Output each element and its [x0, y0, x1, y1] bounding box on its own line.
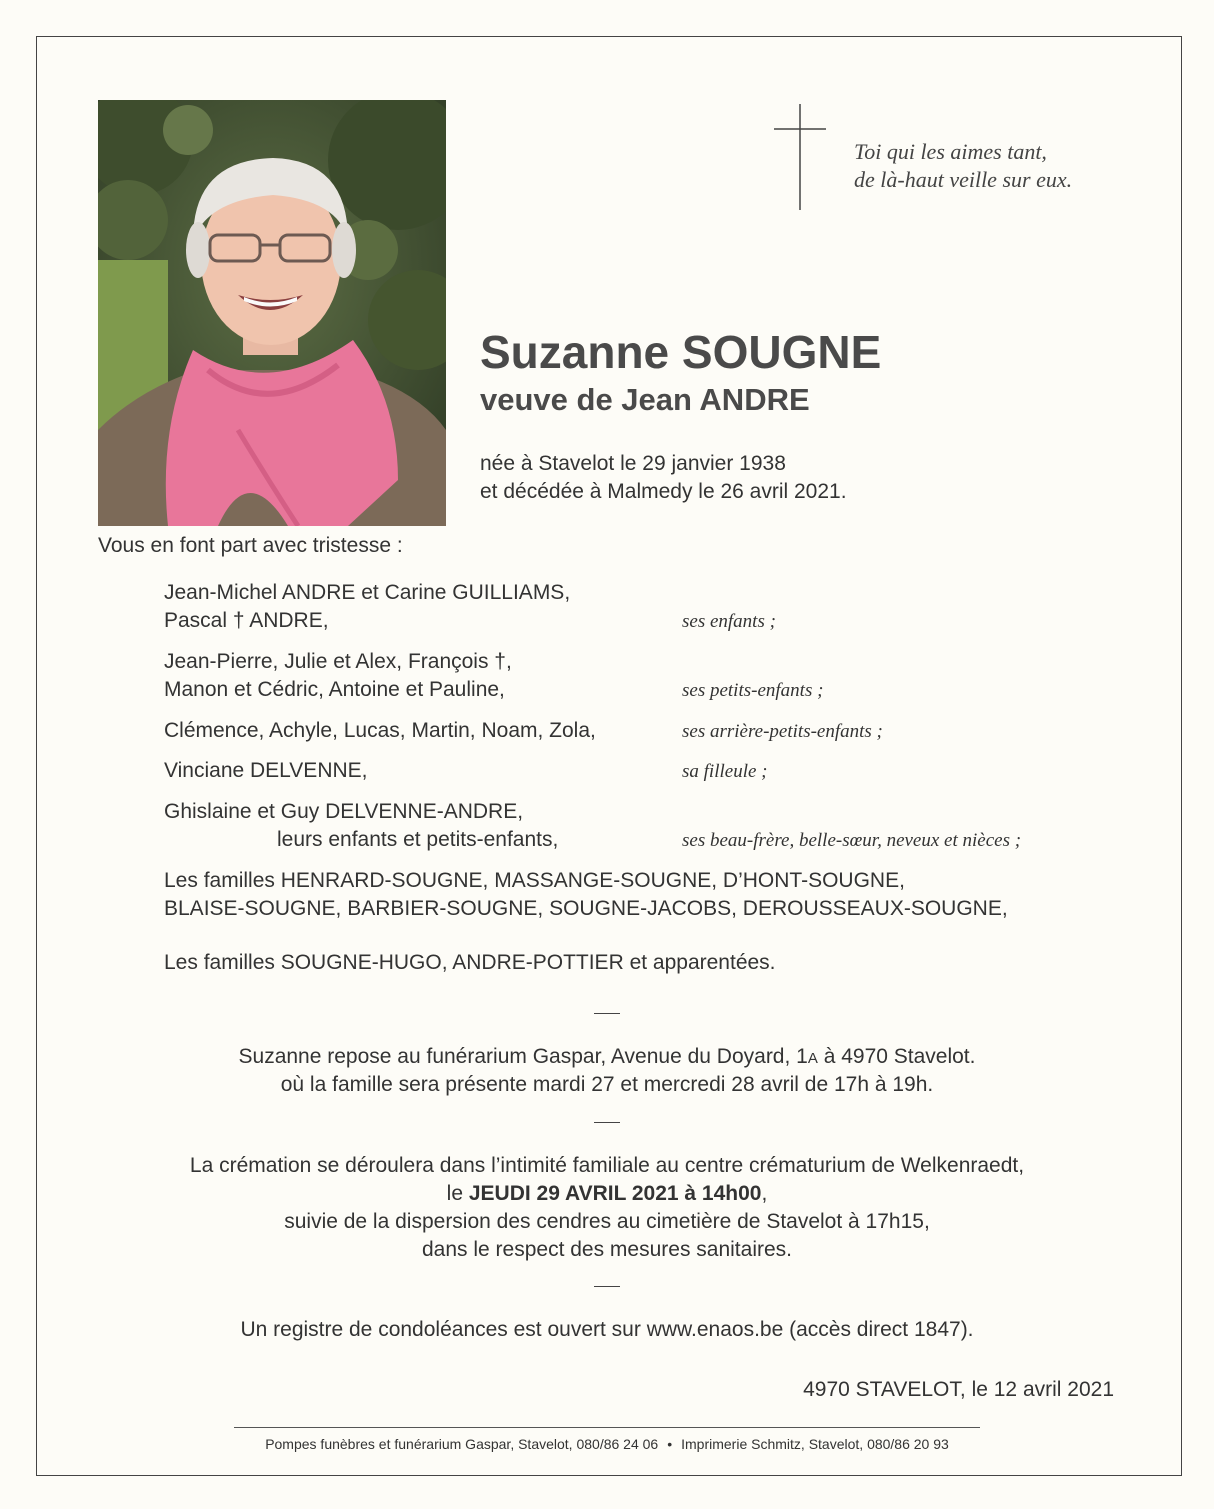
viewing-line-2: où la famille sera présente mardi 27 et mercredi 28 avril de 17h à 19h.	[280, 1073, 934, 1096]
place-and-date: 4970 STAVELOT, le 12 avril 2021	[803, 1378, 1114, 1401]
epitaph-line-2: de là-haut veille sur eux.	[854, 167, 1073, 192]
grandchildren-line-1: Jean-Pierre, Julie et Alex, François †,	[164, 650, 512, 673]
cross-icon	[774, 104, 826, 210]
families-line-2: BLAISE-SOUGNE, BARBIER-SOUGNE, SOUGNE-JACOBS, DEROUSSEAUX-SOUGNE,	[164, 897, 1008, 920]
footer-printer: Imprimerie Schmitz, Stavelot, 080/86 20 93	[681, 1436, 949, 1452]
divider-1	[594, 1013, 620, 1014]
cremation-line-2-prefix: le	[446, 1182, 469, 1205]
announcement-intro: Vous en font part avec tristesse :	[98, 534, 403, 557]
footer-rule	[234, 1427, 980, 1428]
children-role: ses enfants ;	[682, 611, 776, 632]
goddaughter-role: sa filleule ;	[682, 761, 768, 782]
great-grandchildren-role: ses arrière-petits-enfants ;	[682, 721, 883, 742]
cremation-line-3: suivie de la dispersion des cendres au cimetière de Stavelot à 17h15,	[284, 1210, 930, 1233]
inlaws-line-1: Ghislaine et Guy DELVENNE-ANDRE,	[164, 800, 524, 823]
deceased-name: Suzanne SOUGNE	[480, 326, 882, 378]
viewing-line-1-suffix: A	[807, 1050, 818, 1067]
families-line-1: Les familles HENRARD-SOUGNE, MASSANGE-SOUGNE, D’HONT-SOUGNE,	[164, 869, 905, 892]
goddaughter-line: Vinciane DELVENNE,	[164, 759, 368, 782]
viewing-line-1-text: Suzanne repose au funérarium Gaspar, Avenue du Doyard, 1	[238, 1045, 808, 1068]
portrait-photo	[98, 100, 446, 526]
cremation-line-2-suffix: ,	[761, 1182, 768, 1205]
cremation-date: JEUDI 29 AVRIL 2021 à 14h00	[468, 1182, 762, 1205]
inlaws-line-2: leurs enfants et petits-enfants,	[277, 828, 559, 851]
grandchildren-line-2: Manon et Cédric, Antoine et Pauline,	[164, 678, 505, 701]
condolence-register: Un registre de condoléances est ouvert sur www.enaos.be (accès direct 1847).	[240, 1318, 974, 1341]
viewing-line-1-end: à 4970 Stavelot.	[817, 1045, 976, 1068]
viewing-line-1	[0, 1045, 1214, 1069]
families-line-3: Les familles SOUGNE-HUGO, ANDRE-POTTIER et apparentées.	[164, 951, 776, 974]
cremation-line-4: dans le respect des mesures sanitaires.	[421, 1238, 792, 1261]
children-line-2: Pascal † ANDRE,	[164, 609, 329, 632]
grandchildren-role: ses petits-enfants ;	[682, 680, 824, 701]
cremation-line-1: La crémation se déroulera dans l’intimité familiale au centre crématurium de Welkenraedt,	[189, 1154, 1025, 1177]
great-grandchildren-line: Clémence, Achyle, Lucas, Martin, Noam, Zola,	[164, 719, 596, 742]
epitaph	[854, 138, 1072, 194]
deceased-spouse: veuve de Jean ANDRE	[480, 382, 810, 417]
children-line-1: Jean-Michel ANDRE et Carine GUILLIAMS,	[164, 581, 571, 604]
life-dates	[480, 450, 847, 506]
footer-funeral-home: Pompes funèbres et funérarium Gaspar, Stavelot, 080/86 24 06	[265, 1436, 659, 1452]
divider-2	[594, 1122, 620, 1123]
birth-line: née à Stavelot le 29 janvier 1938	[480, 452, 786, 475]
divider-3	[594, 1286, 620, 1287]
epitaph-line-1: Toi qui les aimes tant,	[854, 139, 1047, 164]
footer-separator: •	[667, 1436, 673, 1452]
footer	[0, 1436, 1214, 1452]
inlaws-role: ses beau-frère, belle-sœur, neveux et nièces ;	[682, 830, 1022, 851]
cremation-line-2	[0, 1182, 1214, 1206]
death-line: et décédée à Malmedy le 26 avril 2021.	[480, 480, 847, 503]
